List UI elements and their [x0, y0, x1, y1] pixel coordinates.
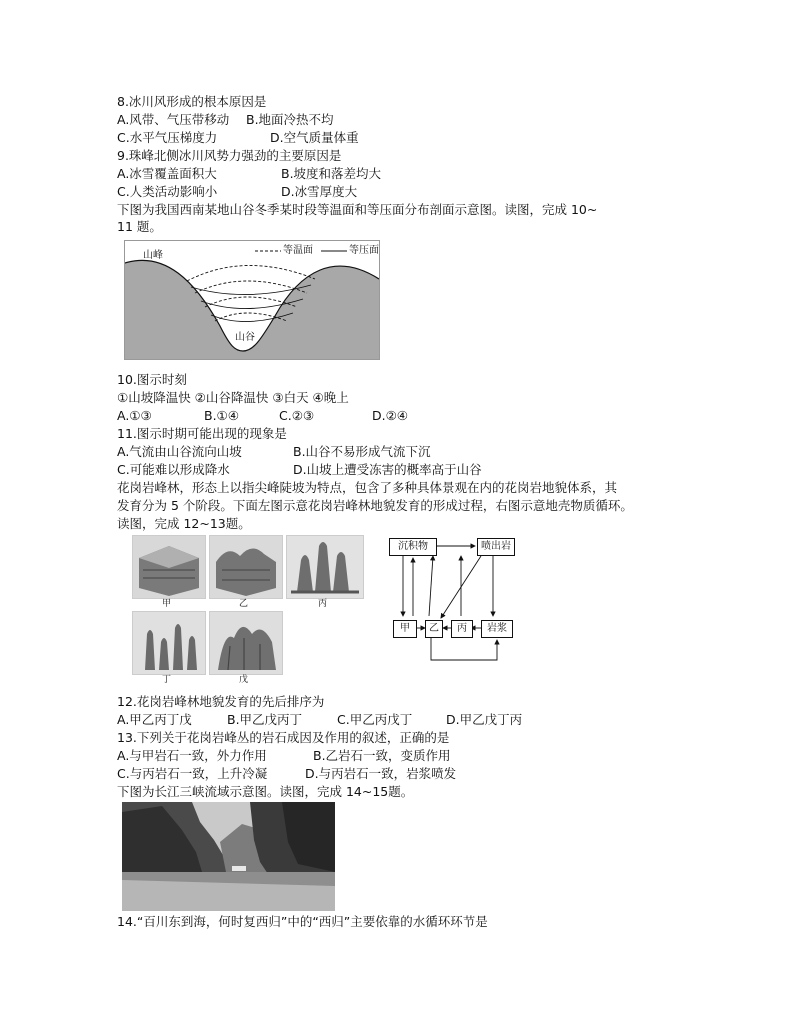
- q13-option-b: B.乙岩石一致，变质作用: [313, 748, 451, 763]
- three-gorges-photo: [122, 802, 335, 911]
- intro-14-15-line1: 下图为长江三峡流域示意图。读图，完成 14~15题。: [117, 784, 414, 799]
- q8-stem: 8.冰川风形成的根本原因是: [117, 94, 267, 109]
- q13-stem: 13.下列关于花岗岩峰丛的岩石成因及作用的叙述，正确的是: [117, 730, 450, 745]
- landform-block-jia: [132, 535, 206, 599]
- legend-isotherm-label: 等温面: [283, 245, 313, 256]
- landform-label-wu: 戊: [239, 675, 249, 685]
- peak-label: 山峰: [143, 250, 163, 261]
- q11-option-d: D.山坡上遭受冻害的概率高于山谷: [293, 462, 482, 477]
- q11-option-c: C.可能难以形成降水: [117, 462, 230, 477]
- q14-stem: 14.“百川东到海，何时复西归”中的“西归”主要依靠的水循环环节是: [117, 914, 488, 929]
- intro-12-13-line1: 花岗岩峰林，形态上以指尖峰陡坡为特点，包含了多种具体景观在内的花岗岩地貌体系，其: [117, 480, 618, 495]
- rock-cycle-figure: [385, 536, 515, 666]
- q13-option-c: C.与丙岩石一致，上升冷凝: [117, 766, 268, 781]
- q8-option-a: A.风带、气压带移动: [117, 112, 230, 127]
- intro-12-13-line2: 发育分为 5 个阶段。下面左图示意花岗岩峰林地貌发育的形成过程，右图示意地壳物质循环。: [117, 498, 633, 513]
- cycle-box-jia: 甲: [393, 620, 417, 638]
- q10-option-b: B.①④: [204, 408, 239, 423]
- q9-option-d: D.冰雪厚度大: [281, 184, 358, 199]
- cycle-box-extrusive-rock: 喷出岩: [477, 538, 515, 556]
- q11-option-a: A.气流由山谷流向山坡: [117, 444, 242, 459]
- intro-10-11-line2: 11 题。: [117, 219, 162, 234]
- q10-option-d: D.②④: [372, 408, 409, 423]
- cycle-box-bing: 丙: [451, 620, 473, 638]
- valley-label: 山谷: [235, 332, 255, 343]
- intro-10-11-line1: 下图为我国西南某地山谷冬季某时段等温面和等压面分布剖面示意图。读图，完成 10~: [117, 202, 598, 217]
- landform-label-ding: 丁: [162, 675, 172, 685]
- intro-12-13-line3: 读图，完成 12~13题。: [117, 516, 251, 531]
- valley-cross-section-figure: [124, 240, 380, 360]
- landform-block-wu: [209, 611, 283, 675]
- q9-option-c: C.人类活动影响小: [117, 184, 218, 199]
- q13-option-a: A.与甲岩石一致，外力作用: [117, 748, 267, 763]
- q12-option-a: A.甲乙丙丁戊: [117, 712, 192, 727]
- q12-option-d: D.甲乙戊丁丙: [446, 712, 523, 727]
- q9-stem: 9.珠峰北侧冰川风势力强劲的主要原因是: [117, 148, 342, 163]
- q10-option-a: A.①③: [117, 408, 152, 423]
- q12-option-c: C.甲乙丙戊丁: [337, 712, 413, 727]
- q11-option-b: B.山谷不易形成气流下沉: [293, 444, 431, 459]
- legend-isobar-label: 等压面: [349, 245, 379, 256]
- landform-block-bing: [286, 535, 364, 599]
- q8-option-b: B.地面冷热不均: [246, 112, 334, 127]
- q12-option-b: B.甲乙戊丙丁: [227, 712, 303, 727]
- q9-option-b: B.坡度和落差均大: [281, 166, 382, 181]
- q8-option-c: C.水平气压梯度力: [117, 130, 218, 145]
- q10-stem: 10.图示时刻: [117, 372, 187, 387]
- landform-development-figure: [132, 535, 364, 687]
- cycle-box-magma: 岩浆: [481, 620, 513, 638]
- cycle-box-sediment: 沉积物: [389, 538, 437, 556]
- q10-option-c: C.②③: [279, 408, 315, 423]
- q11-stem: 11.图示时期可能出现的现象是: [117, 426, 287, 441]
- q13-option-d: D.与丙岩石一致，岩浆喷发: [305, 766, 457, 781]
- q8-option-d: D.空气质量体重: [270, 130, 359, 145]
- cycle-box-yi: 乙: [425, 620, 443, 638]
- landform-block-ding: [132, 611, 206, 675]
- q10-items: ①山坡降温快 ②山谷降温快 ③白天 ④晚上: [117, 390, 349, 405]
- q9-option-a: A.冰雪覆盖面积大: [117, 166, 217, 181]
- landform-label-yi: 乙: [239, 599, 249, 609]
- landform-block-yi: [209, 535, 283, 599]
- landform-label-bing: 丙: [318, 599, 328, 609]
- q12-stem: 12.花岗岩峰林地貌发育的先后排序为: [117, 694, 325, 709]
- landform-label-jia: 甲: [162, 599, 172, 609]
